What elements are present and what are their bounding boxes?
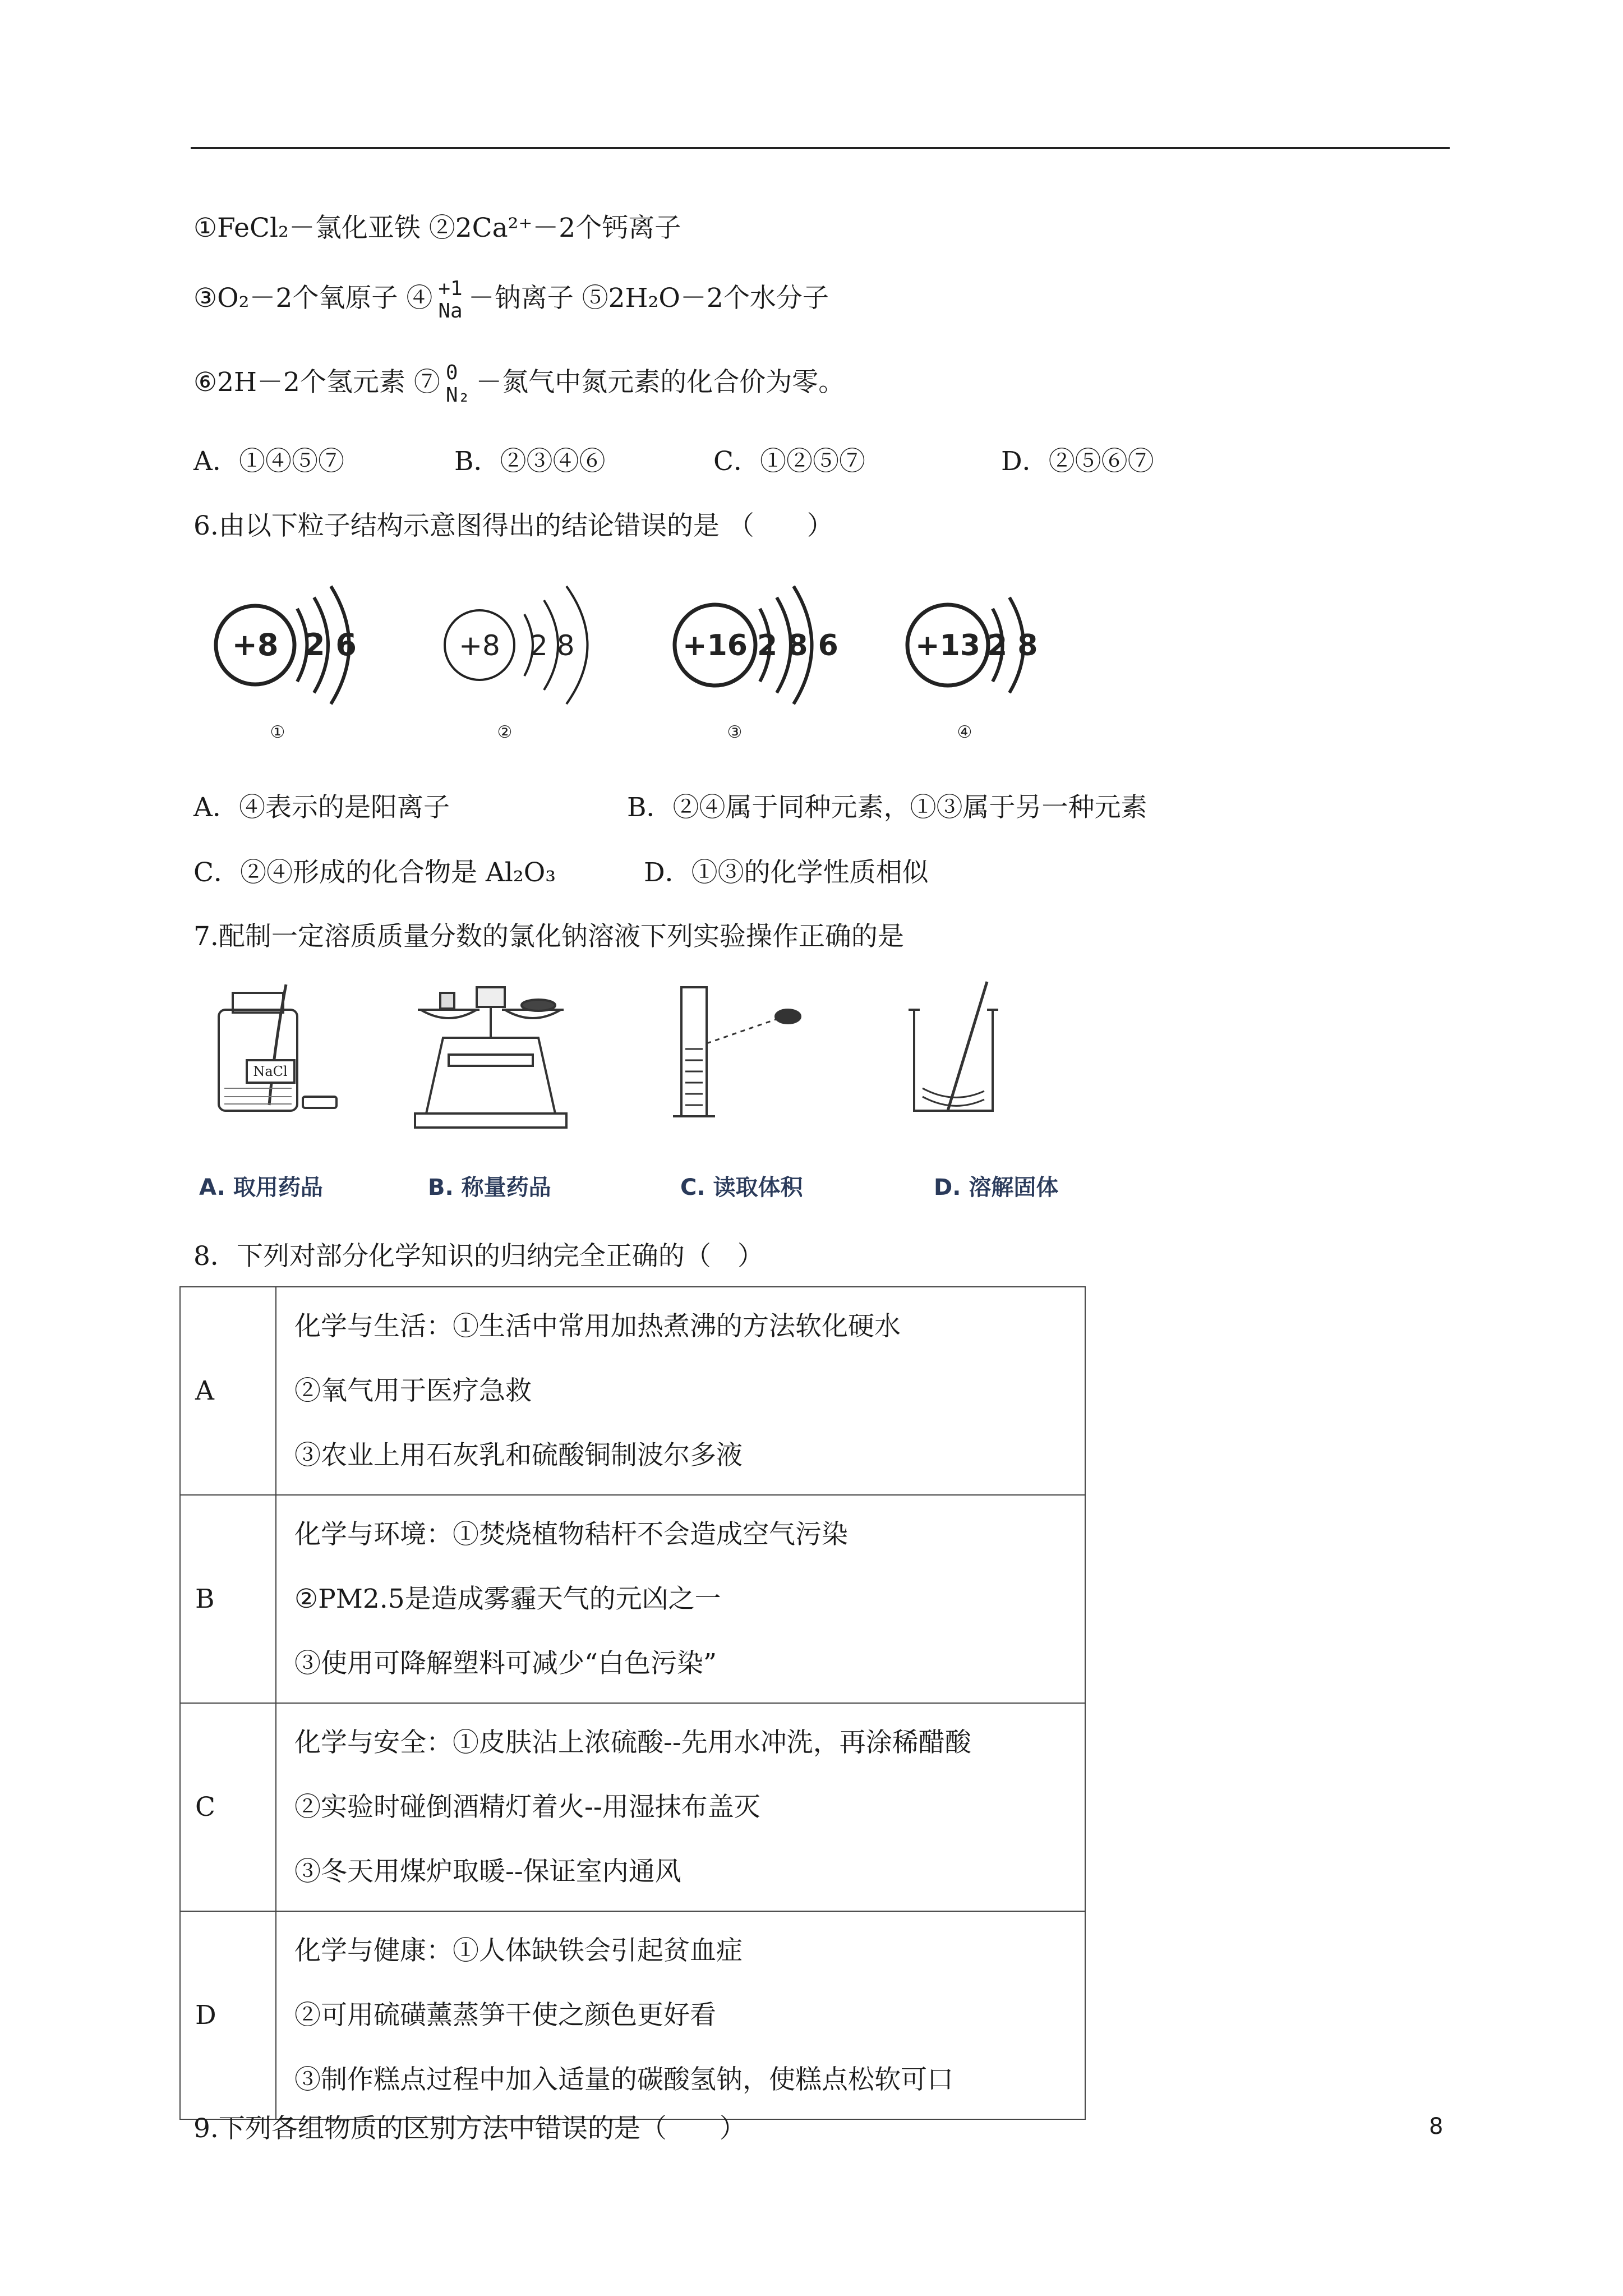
table-row xyxy=(180,1703,1085,1911)
row-line: ②氧气用于医疗急救 xyxy=(294,1375,532,1406)
table-row xyxy=(180,1287,1085,1495)
q6-question: 6.由以下粒子结构示意图得出的结论错误的是 （ ） xyxy=(193,510,833,541)
diagram-label: ③ xyxy=(727,723,743,742)
row-line: ③使用可降解塑料可减少“白色污染” xyxy=(294,1648,717,1679)
page-number: 8 xyxy=(1429,2114,1444,2139)
q8-question: 8．下列对部分化学知识的归纳完全正确的（ ） xyxy=(193,1241,764,1272)
graduated-cylinder-icon xyxy=(673,987,800,1116)
row-key: B xyxy=(180,1495,276,1703)
atom-diagram-2 xyxy=(445,586,588,742)
row-line: 化学与环境：①焚烧植物秸杆不会造成空气污染 xyxy=(294,1519,848,1550)
row-line: ②可用硫磺薰蒸笋干使之颜色更好看 xyxy=(294,2000,716,2031)
valence-bottom: N₂ xyxy=(445,384,471,407)
row-content xyxy=(276,1287,1085,1495)
reagent-bottle-icon xyxy=(219,984,336,1111)
row-line: ②实验时碰倒酒精灯着火--用湿抹布盖灭 xyxy=(294,1792,760,1823)
row-content xyxy=(276,1703,1085,1911)
nacl-label: NaCl xyxy=(253,1064,288,1079)
atom-diagram-3 xyxy=(675,586,838,742)
row-content xyxy=(276,1911,1085,2119)
q5-option-d: D．②⑤⑥⑦ xyxy=(1001,446,1154,477)
row-key: D xyxy=(180,1911,276,2119)
apparatus-label-d: D. 溶解固体 xyxy=(934,1175,1059,1200)
q6-option-b: B．②④属于同种元素，①③属于另一种元素 xyxy=(627,792,1147,823)
beaker-icon xyxy=(909,982,998,1111)
q5-line-2-end: －钠离子 ⑤2H₂O－2个水分子 xyxy=(468,283,829,314)
q5-option-c: C．①②⑤⑦ xyxy=(713,446,865,477)
q5-line-3-start: ⑥2H－2个氢元素 ⑦ xyxy=(193,367,440,398)
eye-icon xyxy=(776,1010,800,1023)
q5-line-3-end: －氮气中氮元素的化合价为零。 xyxy=(476,367,845,398)
q6-option-c: C．②④形成的化合物是 Al₂O₃ xyxy=(193,857,556,888)
shell-electrons: 2 8 xyxy=(530,629,575,662)
row-line: ③制作糕点过程中加入适量的碳酸氢钠，使糕点松软可口 xyxy=(294,2064,953,2095)
q9-question: 9.下列各组物质的区别方法中错误的是（ ） xyxy=(193,2113,746,2144)
sodium-valence-notation xyxy=(438,278,462,323)
shell-electrons: 2 8 6 xyxy=(757,629,838,662)
row-content xyxy=(276,1495,1085,1703)
knowledge-table xyxy=(179,1286,1086,2120)
q5-line-2 xyxy=(193,278,829,323)
row-line: ③农业上用石灰乳和硫酸铜制波尔多液 xyxy=(294,1440,743,1471)
row-key: A xyxy=(180,1287,276,1495)
diagram-label: ④ xyxy=(957,723,972,742)
q5-line-1: ①FeCl₂－氯化亚铁 ②2Ca²⁺－2个钙离子 xyxy=(193,213,681,243)
table-row xyxy=(180,1911,1085,2119)
q5-line-3 xyxy=(193,362,845,407)
nucleus-label: +16 xyxy=(683,629,748,662)
nucleus-label: +8 xyxy=(459,629,500,662)
apparatus-label-c: C. 读取体积 xyxy=(680,1175,803,1200)
diagram-label: ② xyxy=(497,723,513,742)
nucleus-label: +8 xyxy=(232,627,279,662)
row-key: C xyxy=(180,1703,276,1911)
q5-option-b: B．②③④⑥ xyxy=(454,446,606,477)
diagram-label: ① xyxy=(270,723,285,742)
nucleus-label: +13 xyxy=(915,629,980,662)
q5-line-2-start: ③O₂－2个氧原子 ④ xyxy=(193,283,433,314)
table-row xyxy=(180,1495,1085,1703)
header-rule xyxy=(191,147,1450,149)
row-line: 化学与安全：①皮肤沾上浓硫酸--先用水冲洗，再涂稀醋酸 xyxy=(294,1727,971,1758)
row-line: ②PM2.5是造成雾霾天气的元凶之一 xyxy=(294,1584,721,1614)
shell-electrons: 2 6 xyxy=(304,627,357,662)
atom-diagram-4 xyxy=(907,597,1038,742)
row-line: 化学与健康：①人体缺铁会引起贫血症 xyxy=(294,1935,743,1966)
nitrogen-valence-notation xyxy=(446,362,470,407)
lab-apparatus-illustrations xyxy=(202,976,1099,1161)
valence-bottom: Na xyxy=(438,300,463,323)
q6-option-a: A．④表示的是阳离子 xyxy=(193,792,450,823)
valence-top: 0 xyxy=(445,361,458,384)
row-line: ③冬天用煤炉取暖--保证室内通风 xyxy=(294,1856,681,1887)
q7-question: 7.配制一定溶质质量分数的氯化钠溶液下列实验操作正确的是 xyxy=(193,921,904,952)
atomic-structure-diagrams xyxy=(208,567,1105,757)
atom-diagram-1 xyxy=(216,586,357,742)
valence-top: +1 xyxy=(438,277,463,300)
apparatus-label-a: A. 取用药品 xyxy=(199,1175,323,1200)
balance-scale-icon xyxy=(415,987,566,1128)
row-line: 化学与生活：①生活中常用加热煮沸的方法软化硬水 xyxy=(294,1311,901,1342)
q6-option-d: D．①③的化学性质相似 xyxy=(644,857,929,888)
apparatus-label-b: B. 称量药品 xyxy=(428,1175,551,1200)
shell-electrons: 2 8 xyxy=(987,629,1038,662)
q5-option-a: A．①④⑤⑦ xyxy=(193,446,344,477)
